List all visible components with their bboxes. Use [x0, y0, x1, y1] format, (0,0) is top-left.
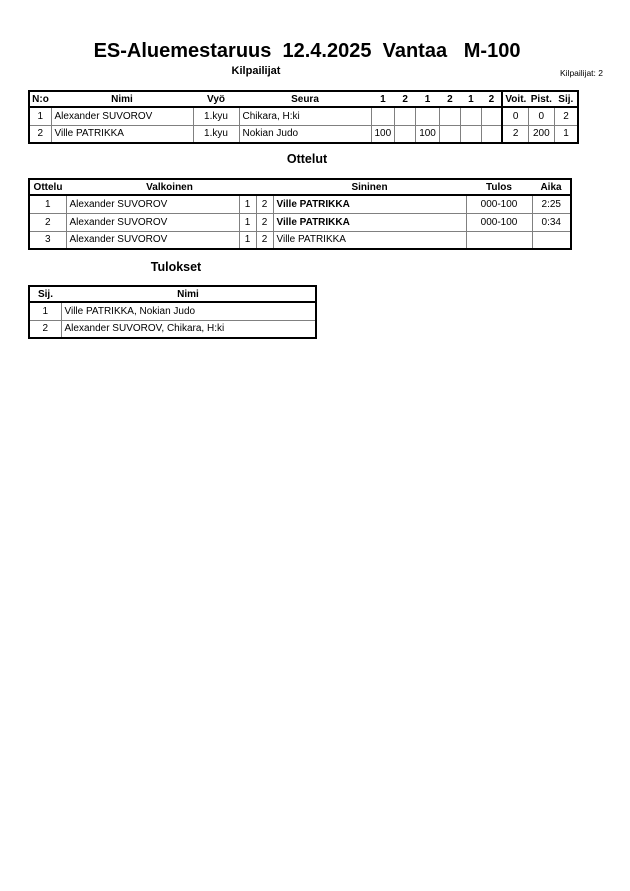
score-cell	[481, 125, 502, 143]
valkoinen-no-cell: 1	[239, 195, 256, 213]
valkoinen-no-cell: 1	[239, 231, 256, 249]
voit-cell: 2	[502, 125, 528, 143]
nimi-cell: Alexander SUVOROV, Chikara, H:ki	[61, 320, 316, 338]
score-cell	[460, 125, 481, 143]
nimi-cell: Ville PATRIKKA	[51, 125, 193, 143]
tulokset-header-row	[29, 286, 316, 302]
section-title-kilpailijat: Kilpailijat	[231, 65, 281, 77]
tulokset-row	[29, 320, 316, 338]
tulokset-table	[28, 285, 317, 339]
nimi-cell: Ville PATRIKKA, Nokian Judo	[61, 302, 316, 320]
aika-cell: 0:34	[532, 213, 571, 231]
sij-cell: 2	[29, 320, 61, 338]
header-score-5: 1	[460, 91, 481, 107]
sininen-cell: Ville PATRIKKA	[273, 195, 466, 213]
sij-cell: 2	[554, 107, 578, 125]
sininen-cell: Ville PATRIKKA	[273, 213, 466, 231]
score-cell: 100	[416, 125, 440, 143]
score-cell	[481, 107, 502, 125]
header-score-1: 1	[371, 91, 395, 107]
header-score-6: 2	[481, 91, 502, 107]
aika-cell: 2:25	[532, 195, 571, 213]
header-sij: Sij.	[29, 286, 61, 302]
header-score-4: 2	[439, 91, 460, 107]
ottelut-table	[28, 178, 572, 250]
tulokset-row	[29, 302, 316, 320]
sininen-cell: Ville PATRIKKA	[273, 231, 466, 249]
score-cell	[395, 107, 416, 125]
no-cell: 2	[29, 125, 51, 143]
header-tulos: Tulos	[466, 179, 532, 195]
sij-cell: 1	[554, 125, 578, 143]
header-vyo: Vyö	[193, 91, 239, 107]
seura-cell: Chikara, H:ki	[239, 107, 371, 125]
no-cell: 1	[29, 107, 51, 125]
valkoinen-cell: Alexander SUVOROV	[66, 231, 239, 249]
tulos-cell: 000-100	[466, 195, 532, 213]
ottelut-row	[29, 195, 571, 213]
header-valkoinen: Valkoinen	[66, 179, 273, 195]
sininen-no-cell: 2	[256, 195, 273, 213]
ottelu-cell: 1	[29, 195, 66, 213]
pist-cell: 200	[528, 125, 554, 143]
header-seura: Seura	[239, 91, 371, 107]
kilpailijat-header-row	[29, 91, 578, 107]
header-sij: Sij.	[554, 91, 578, 107]
pist-cell: 0	[528, 107, 554, 125]
ottelu-cell: 3	[29, 231, 66, 249]
ottelu-cell: 2	[29, 213, 66, 231]
kilpailijat-table	[28, 90, 579, 144]
score-cell	[439, 125, 460, 143]
score-cell	[395, 125, 416, 143]
ottelut-header-row	[29, 179, 571, 195]
sij-cell: 1	[29, 302, 61, 320]
valkoinen-cell: Alexander SUVOROV	[66, 195, 239, 213]
nimi-cell: Alexander SUVOROV	[51, 107, 193, 125]
tulos-cell	[466, 231, 532, 249]
header-pist: Pist.	[528, 91, 554, 107]
sininen-no-cell: 2	[256, 213, 273, 231]
header-nimi: Nimi	[51, 91, 193, 107]
header-aika: Aika	[532, 179, 571, 195]
header-sininen: Sininen	[273, 179, 466, 195]
header-ottelu: Ottelu	[29, 179, 66, 195]
ottelut-row	[29, 231, 571, 249]
valkoinen-no-cell: 1	[239, 213, 256, 231]
header-voit: Voit.	[502, 91, 528, 107]
header-score-3: 1	[416, 91, 440, 107]
score-cell	[439, 107, 460, 125]
score-cell	[371, 107, 395, 125]
kilpailijat-row	[29, 107, 578, 125]
voit-cell: 0	[502, 107, 528, 125]
vyo-cell: 1.kyu	[193, 125, 239, 143]
sininen-no-cell: 2	[256, 231, 273, 249]
seura-cell: Nokian Judo	[239, 125, 371, 143]
score-cell: 100	[371, 125, 395, 143]
competitors-count: Kilpailijat: 2	[560, 68, 603, 78]
section-title-tulokset: Tulokset	[150, 260, 202, 274]
kilpailijat-row	[29, 125, 578, 143]
tulos-cell: 000-100	[466, 213, 532, 231]
valkoinen-cell: Alexander SUVOROV	[66, 213, 239, 231]
score-cell	[460, 107, 481, 125]
aika-cell	[532, 231, 571, 249]
header-score-2: 2	[395, 91, 416, 107]
vyo-cell: 1.kyu	[193, 107, 239, 125]
ottelut-row	[29, 213, 571, 231]
section-title-ottelut: Ottelut	[286, 152, 328, 166]
page-title: ES-Aluemestaruus 12.4.2025 Vantaa M-100	[93, 40, 521, 62]
score-cell	[416, 107, 440, 125]
header-no: N:o	[29, 91, 51, 107]
header-nimi: Nimi	[61, 286, 316, 302]
